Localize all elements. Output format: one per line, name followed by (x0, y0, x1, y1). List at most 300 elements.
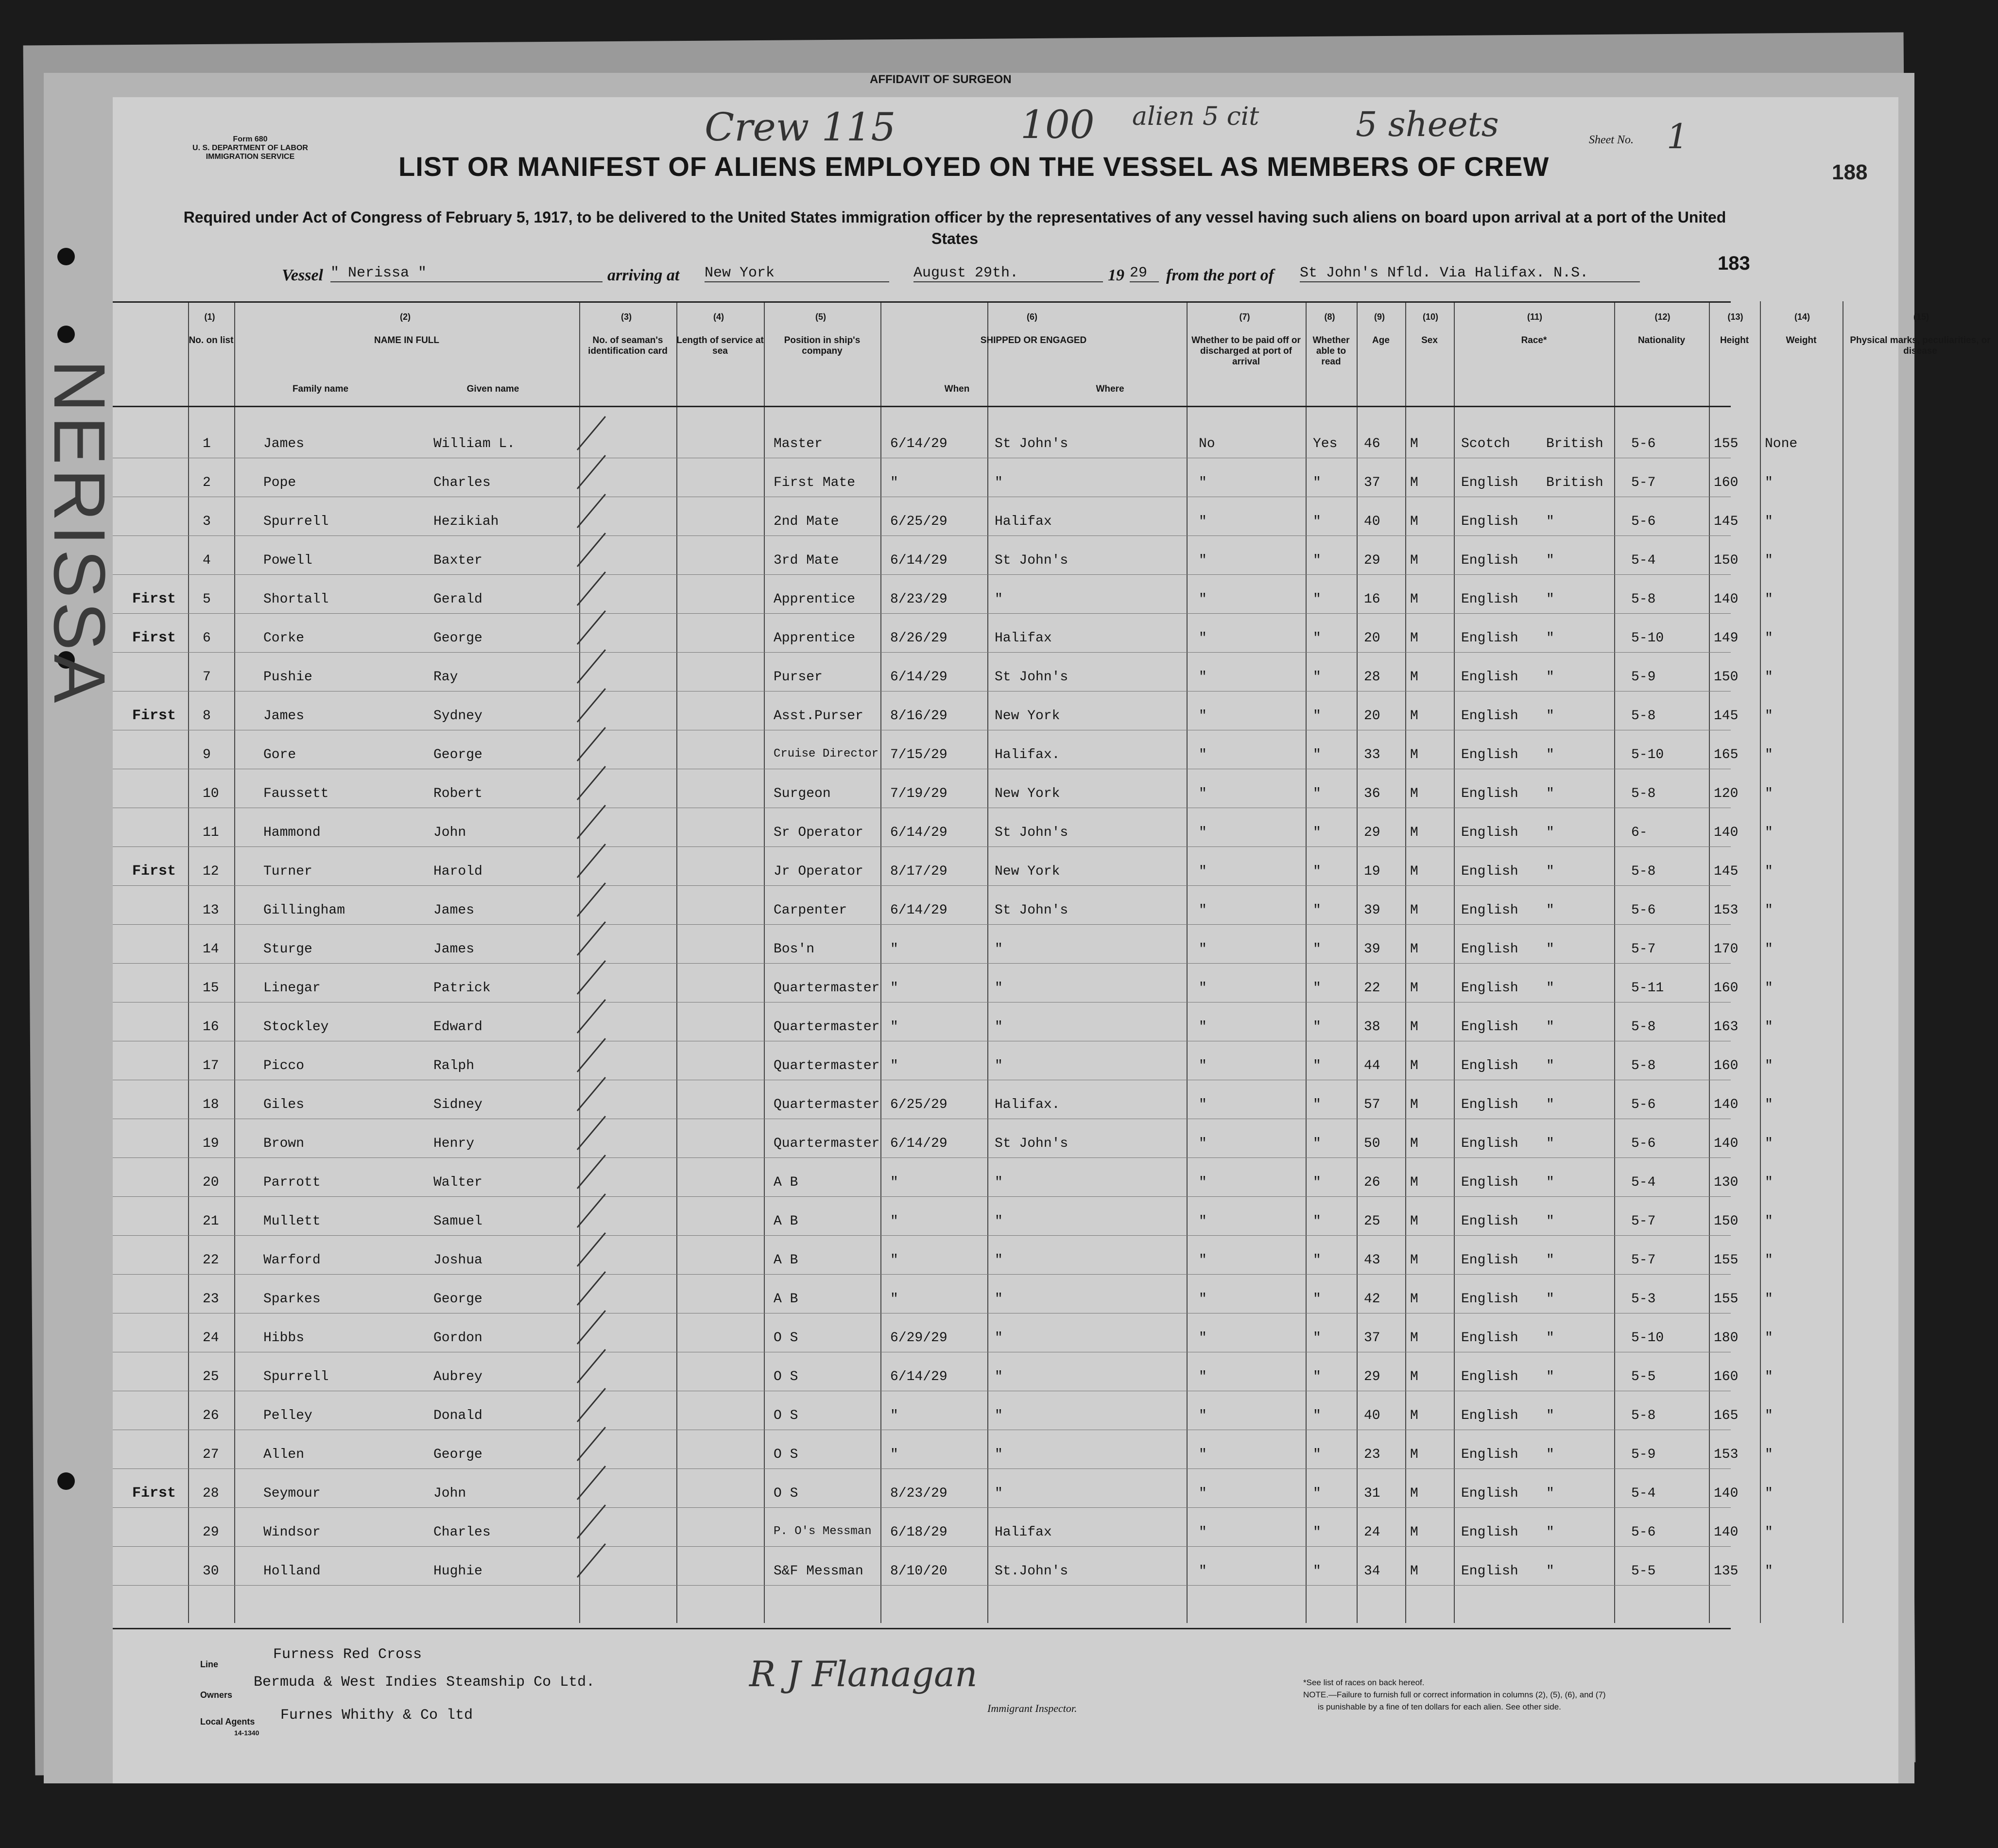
cell-read: Yes (1313, 436, 1338, 451)
cell-no: 26 (203, 1408, 219, 1423)
cell-when: " (890, 1175, 898, 1190)
cell-weight: 165 (1714, 747, 1739, 762)
column-divider (1709, 301, 1710, 1623)
cell-given: William L. (433, 436, 516, 451)
service-name: IMMIGRATION SERVICE (206, 153, 295, 161)
cell-when: 7/19/29 (890, 786, 947, 801)
department-name: U. S. DEPARTMENT OF LABOR (192, 144, 308, 152)
cell-age: 57 (1364, 1097, 1380, 1112)
cell-where: New York (995, 864, 1060, 879)
cell-sex: M (1410, 592, 1418, 607)
agents-value: Furnes Whithy & Co ltd (280, 1707, 473, 1724)
cell-sex: M (1410, 747, 1418, 762)
cell-weight: 153 (1714, 1447, 1739, 1462)
cell-marks: " (1765, 475, 1773, 490)
cell-nationality: " (1546, 631, 1554, 646)
column-divider (188, 301, 189, 1623)
handwritten-crew: Crew 115 (705, 104, 896, 150)
cell-family: Hammond (263, 825, 321, 840)
cell-marks: " (1765, 1447, 1773, 1462)
check-mark (577, 494, 606, 528)
cell-weight: 150 (1714, 670, 1739, 685)
cell-weight: 180 (1714, 1330, 1739, 1346)
cell-weight: 130 (1714, 1175, 1739, 1190)
cell-sex: M (1410, 1369, 1418, 1384)
cell-height: 5-6 (1631, 436, 1656, 451)
cell-weight: 170 (1714, 942, 1739, 957)
cell-height: 5-6 (1631, 1097, 1656, 1112)
check-mark (577, 416, 606, 450)
cell-height: 5-5 (1631, 1564, 1656, 1579)
column-subheader: Family name (292, 384, 349, 394)
cell-no: 23 (203, 1292, 219, 1307)
cell-age: 26 (1364, 1175, 1380, 1190)
cell-race: English (1461, 1447, 1518, 1462)
row-rule (113, 1546, 1731, 1547)
cell-marks: " (1765, 553, 1773, 568)
cell-given: James (433, 942, 475, 957)
column-number: (12) (1654, 312, 1671, 322)
cell-marks: " (1765, 1486, 1773, 1501)
cell-weight: 160 (1714, 475, 1739, 490)
cell-race: English (1461, 1019, 1518, 1035)
cell-sex: M (1410, 514, 1418, 529)
cell-paid: " (1199, 786, 1207, 801)
sheet-no-label: Sheet No. (1589, 134, 1634, 146)
cell-paid: " (1199, 1136, 1207, 1151)
cell-when: " (890, 1058, 898, 1073)
cell-height: 5-7 (1631, 475, 1656, 490)
column-header: No. on list (189, 335, 234, 345)
cell-weight: 149 (1714, 631, 1739, 646)
cell-no: 24 (203, 1330, 219, 1346)
cell-paid: " (1199, 942, 1207, 957)
cell-position: P. O's Messman (774, 1525, 872, 1538)
cell-height: 5-8 (1631, 708, 1656, 724)
cell-marks: " (1765, 942, 1773, 957)
cell-where: Halifax (995, 631, 1052, 646)
cell-family: James (263, 708, 305, 724)
row-rule (113, 963, 1731, 964)
cell-where: " (995, 475, 1003, 490)
cell-when: " (890, 1019, 898, 1035)
cell-when: 6/14/29 (890, 903, 947, 918)
cell-marks: " (1765, 1292, 1773, 1307)
check-mark (577, 1310, 606, 1345)
cell-race: English (1461, 942, 1518, 957)
cell-position: Quartermaster (774, 1136, 880, 1151)
cell-weight: 150 (1714, 1214, 1739, 1229)
cell-weight: 155 (1714, 1292, 1739, 1307)
column-number: (9) (1374, 312, 1385, 322)
cell-position: A B (774, 1253, 798, 1268)
cell-marks: " (1765, 1136, 1773, 1151)
column-divider (987, 301, 988, 1623)
cell-family: Holland (263, 1564, 321, 1579)
cell-nationality: " (1546, 1447, 1554, 1462)
cell-given: Henry (433, 1136, 475, 1151)
cell-no: 25 (203, 1369, 219, 1384)
check-mark (577, 921, 606, 956)
cell-no: 21 (203, 1214, 219, 1229)
cell-where: Halifax (995, 1525, 1052, 1540)
footer (113, 1628, 1731, 1775)
cell-age: 40 (1364, 514, 1380, 529)
cell-given: John (433, 825, 466, 840)
cell-given: John (433, 1486, 466, 1501)
cell-height: 5-6 (1631, 514, 1656, 529)
cell-when: 6/14/29 (890, 1369, 947, 1384)
cell-family: Turner (263, 864, 312, 879)
cell-when: 7/15/29 (890, 747, 947, 762)
cell-where: " (995, 1369, 1003, 1384)
cell-where: Halifax. (995, 1097, 1060, 1112)
cell-where: " (995, 1292, 1003, 1307)
column-divider (1306, 301, 1307, 1623)
check-mark (577, 805, 606, 839)
cell-given: Gordon (433, 1330, 482, 1346)
check-mark (577, 999, 606, 1034)
cell-race: English (1461, 864, 1518, 879)
cell-no: 7 (203, 670, 211, 685)
cell-weight: 140 (1714, 1525, 1739, 1540)
cell-age: 25 (1364, 1214, 1380, 1229)
cell-where: " (995, 1253, 1003, 1268)
cell-family: Pelley (263, 1408, 312, 1423)
cell-race: English (1461, 1369, 1518, 1384)
cell-sex: M (1410, 942, 1418, 957)
cell-weight: 160 (1714, 981, 1739, 996)
column-header: Age (1372, 335, 1390, 345)
cell-where: St John's (995, 903, 1068, 918)
cell-paid: " (1199, 903, 1207, 918)
cell-marks: " (1765, 1175, 1773, 1190)
cell-given: Edward (433, 1019, 482, 1035)
column-header: No. of seaman's identification card (588, 335, 668, 356)
cell-race: English (1461, 708, 1518, 724)
cell-nationality: " (1546, 1525, 1554, 1540)
form-number: Form 680 (233, 135, 268, 143)
check-mark (577, 727, 606, 761)
cell-no: 2 (203, 475, 211, 490)
cell-family: Spurrell (263, 514, 329, 529)
first-voyage-mark: First (132, 863, 176, 880)
binder-hole (57, 248, 75, 265)
cell-nationality: " (1546, 1058, 1554, 1073)
cell-when: " (890, 942, 898, 957)
check-mark (577, 649, 606, 684)
cell-weight: 145 (1714, 514, 1739, 529)
cell-read: " (1313, 1136, 1321, 1151)
column-divider (1614, 301, 1615, 1623)
check-mark (577, 844, 606, 878)
cell-no: 16 (203, 1019, 219, 1035)
cell-race: English (1461, 1486, 1518, 1501)
cell-weight: 140 (1714, 1136, 1739, 1151)
cell-marks: " (1765, 786, 1773, 801)
cell-age: 38 (1364, 1019, 1380, 1035)
cell-age: 23 (1364, 1447, 1380, 1462)
cell-given: Hughie (433, 1564, 482, 1579)
cell-weight: 160 (1714, 1058, 1739, 1073)
cell-given: James (433, 903, 475, 918)
line-label: Line (200, 1659, 219, 1669)
cell-paid: " (1199, 1564, 1207, 1579)
cell-paid: " (1199, 1253, 1207, 1268)
cell-marks: " (1765, 903, 1773, 918)
cell-age: 33 (1364, 747, 1380, 762)
cell-where: " (995, 942, 1003, 957)
cell-no: 5 (203, 592, 211, 607)
column-divider (1760, 301, 1761, 1623)
cell-position: Sr Operator (774, 825, 863, 840)
row-rule (113, 1585, 1731, 1586)
cell-weight: 140 (1714, 1097, 1739, 1112)
row-rule (113, 885, 1731, 886)
cell-age: 19 (1364, 864, 1380, 879)
cell-given: Robert (433, 786, 482, 801)
column-divider (579, 301, 580, 1623)
row-rule (113, 613, 1731, 614)
column-number: (4) (713, 312, 724, 322)
cell-nationality: " (1546, 1564, 1554, 1579)
arrival-date: August 29th. (913, 265, 1103, 282)
cell-race: English (1461, 592, 1518, 607)
cell-paid: " (1199, 475, 1207, 490)
cell-sex: M (1410, 1136, 1418, 1151)
cell-where: New York (995, 708, 1060, 724)
check-mark (577, 1349, 606, 1383)
cell-when: 6/14/29 (890, 670, 947, 685)
column-number: (10) (1423, 312, 1439, 322)
top-note: AFFIDAVIT OF SURGEON (870, 73, 1012, 86)
cell-read: " (1313, 1175, 1321, 1190)
check-mark (577, 1038, 606, 1072)
cell-weight: 140 (1714, 825, 1739, 840)
cell-sex: M (1410, 553, 1418, 568)
cell-paid: " (1199, 1408, 1207, 1423)
cell-sex: M (1410, 1019, 1418, 1035)
cell-where: St.John's (995, 1564, 1068, 1579)
arrival-port: New York (705, 265, 889, 282)
cell-sex: M (1410, 1097, 1418, 1112)
column-number: (11) (1527, 312, 1543, 322)
cell-when: 6/18/29 (890, 1525, 947, 1540)
cell-where: " (995, 1019, 1003, 1035)
cell-height: 5-4 (1631, 553, 1656, 568)
column-header: NAME IN FULL (374, 335, 440, 345)
column-number: (15) (1913, 312, 1929, 322)
cell-weight: 153 (1714, 903, 1739, 918)
cell-nationality: " (1546, 553, 1554, 568)
cell-family: Shortall (263, 592, 329, 607)
cell-sex: M (1410, 864, 1418, 879)
cell-paid: " (1199, 1214, 1207, 1229)
cell-nationality: " (1546, 942, 1554, 957)
cell-sex: M (1410, 903, 1418, 918)
cell-age: 37 (1364, 1330, 1380, 1346)
cell-given: Ralph (433, 1058, 475, 1073)
column-subheader: Where (1096, 384, 1124, 394)
cell-no: 6 (203, 631, 211, 646)
cell-when: " (890, 1253, 898, 1268)
cell-when: " (890, 475, 898, 490)
cell-no: 12 (203, 864, 219, 879)
cell-sex: M (1410, 1292, 1418, 1307)
check-mark (577, 1388, 606, 1422)
column-number: (14) (1794, 312, 1810, 322)
cell-sex: M (1410, 1525, 1418, 1540)
cell-nationality: " (1546, 1330, 1554, 1346)
cell-position: O S (774, 1369, 798, 1384)
cell-marks: " (1765, 708, 1773, 724)
column-divider (1357, 301, 1358, 1623)
binder-hole (57, 326, 75, 343)
cell-read: " (1313, 708, 1321, 724)
column-divider (764, 301, 765, 1623)
column-header: Physical marks, peculiarities, or disease (1850, 335, 1991, 356)
cell-no: 19 (203, 1136, 219, 1151)
row-rule (113, 1235, 1731, 1236)
cell-sex: M (1410, 1408, 1418, 1423)
row-rule (113, 1274, 1731, 1275)
cell-height: 5-9 (1631, 1447, 1656, 1462)
cell-nationality: " (1546, 1136, 1554, 1151)
cell-family: Sparkes (263, 1292, 321, 1307)
cell-when: " (890, 1292, 898, 1307)
check-mark (577, 1271, 606, 1306)
cell-marks: " (1765, 592, 1773, 607)
cell-no: 11 (203, 825, 219, 840)
cell-read: " (1313, 1408, 1321, 1423)
cell-race: English (1461, 1175, 1518, 1190)
cell-paid: " (1199, 1330, 1207, 1346)
cell-where: New York (995, 786, 1060, 801)
cell-race: English (1461, 786, 1518, 801)
cell-nationality: " (1546, 1369, 1554, 1384)
check-mark (577, 688, 606, 723)
cell-weight: 155 (1714, 1253, 1739, 1268)
cell-height: 5-5 (1631, 1369, 1656, 1384)
cell-height: 5-6 (1631, 1136, 1656, 1151)
cell-age: 37 (1364, 475, 1380, 490)
cell-position: Surgeon (774, 786, 831, 801)
cell-paid: " (1199, 1292, 1207, 1307)
cell-sex: M (1410, 475, 1418, 490)
check-mark (577, 533, 606, 567)
cell-family: Hibbs (263, 1330, 305, 1346)
cell-where: " (995, 1408, 1003, 1423)
cell-race: English (1461, 903, 1518, 918)
cell-family: Gillingham (263, 903, 345, 918)
cell-height: 5-4 (1631, 1486, 1656, 1501)
cell-where: " (995, 592, 1003, 607)
cell-family: Gore (263, 747, 296, 762)
cell-read: " (1313, 1253, 1321, 1268)
cell-when: 6/14/29 (890, 436, 947, 451)
inspector-signature: R J Flanagan (749, 1654, 978, 1694)
cell-height: 5-8 (1631, 1019, 1656, 1035)
cell-position: Master (774, 436, 823, 451)
cell-paid: " (1199, 553, 1207, 568)
cell-age: 29 (1364, 1369, 1380, 1384)
column-number: (7) (1239, 312, 1250, 322)
cell-nationality: " (1546, 1408, 1554, 1423)
cell-weight: 140 (1714, 1486, 1739, 1501)
cell-position: Quartermaster (774, 981, 880, 996)
cell-height: 5-7 (1631, 1253, 1656, 1268)
cell-sex: M (1410, 1564, 1418, 1579)
check-mark (577, 1543, 606, 1578)
page-number-top: 188 (1832, 160, 1868, 184)
arriving-label: arriving at (607, 266, 680, 284)
cell-nationality: " (1546, 670, 1554, 685)
handwritten-allotment: alien 5 cit (1132, 102, 1259, 131)
cell-no: 3 (203, 514, 211, 529)
cell-position: 2nd Mate (774, 514, 839, 529)
check-mark (577, 1427, 606, 1461)
cell-race: English (1461, 1214, 1518, 1229)
check-mark (577, 1116, 606, 1150)
cell-nationality: British (1546, 436, 1603, 451)
cell-when: 6/14/29 (890, 825, 947, 840)
cell-age: 36 (1364, 786, 1380, 801)
cell-race: English (1461, 1408, 1518, 1423)
cell-height: 5-6 (1631, 1525, 1656, 1540)
column-header: SHIPPED OR ENGAGED (980, 335, 1087, 345)
cell-paid: " (1199, 1525, 1207, 1540)
cell-race: English (1461, 1253, 1518, 1268)
cell-height: 6- (1631, 825, 1648, 840)
cell-age: 43 (1364, 1253, 1380, 1268)
cell-position: Quartermaster (774, 1058, 880, 1073)
cell-no: 10 (203, 786, 219, 801)
check-mark (577, 1193, 606, 1228)
cell-family: Parrott (263, 1175, 321, 1190)
check-mark (577, 1466, 606, 1500)
cell-paid: " (1199, 1175, 1207, 1190)
cell-when: 6/25/29 (890, 1097, 947, 1112)
cell-paid: " (1199, 1447, 1207, 1462)
cell-height: 5-10 (1631, 747, 1664, 762)
cell-position: A B (774, 1214, 798, 1229)
cell-read: " (1313, 1019, 1321, 1035)
check-mark (577, 1504, 606, 1539)
cell-no: 22 (203, 1253, 219, 1268)
cell-marks: " (1765, 864, 1773, 879)
cell-read: " (1313, 553, 1321, 568)
vessel-name: " Nerissa " (330, 265, 603, 282)
page-title: LIST OR MANIFEST OF ALIENS EMPLOYED ON THE VESSEL AS MEMBERS OF CREW (398, 151, 1550, 182)
cell-where: St John's (995, 436, 1068, 451)
cell-where: " (995, 1214, 1003, 1229)
cell-where: " (995, 1486, 1003, 1501)
cell-read: " (1313, 864, 1321, 879)
cell-age: 29 (1364, 825, 1380, 840)
cell-given: Hezikiah (433, 514, 499, 529)
cell-given: Sydney (433, 708, 482, 724)
cell-read: " (1313, 1369, 1321, 1384)
cell-marks: " (1765, 1525, 1773, 1540)
cell-no: 8 (203, 708, 211, 724)
cell-read: " (1313, 903, 1321, 918)
arrival-year: 29 (1130, 265, 1159, 282)
cell-weight: 160 (1714, 1369, 1739, 1384)
cell-paid: " (1199, 1097, 1207, 1112)
cell-race: English (1461, 825, 1518, 840)
column-number: (1) (204, 312, 215, 322)
cell-paid: " (1199, 708, 1207, 724)
